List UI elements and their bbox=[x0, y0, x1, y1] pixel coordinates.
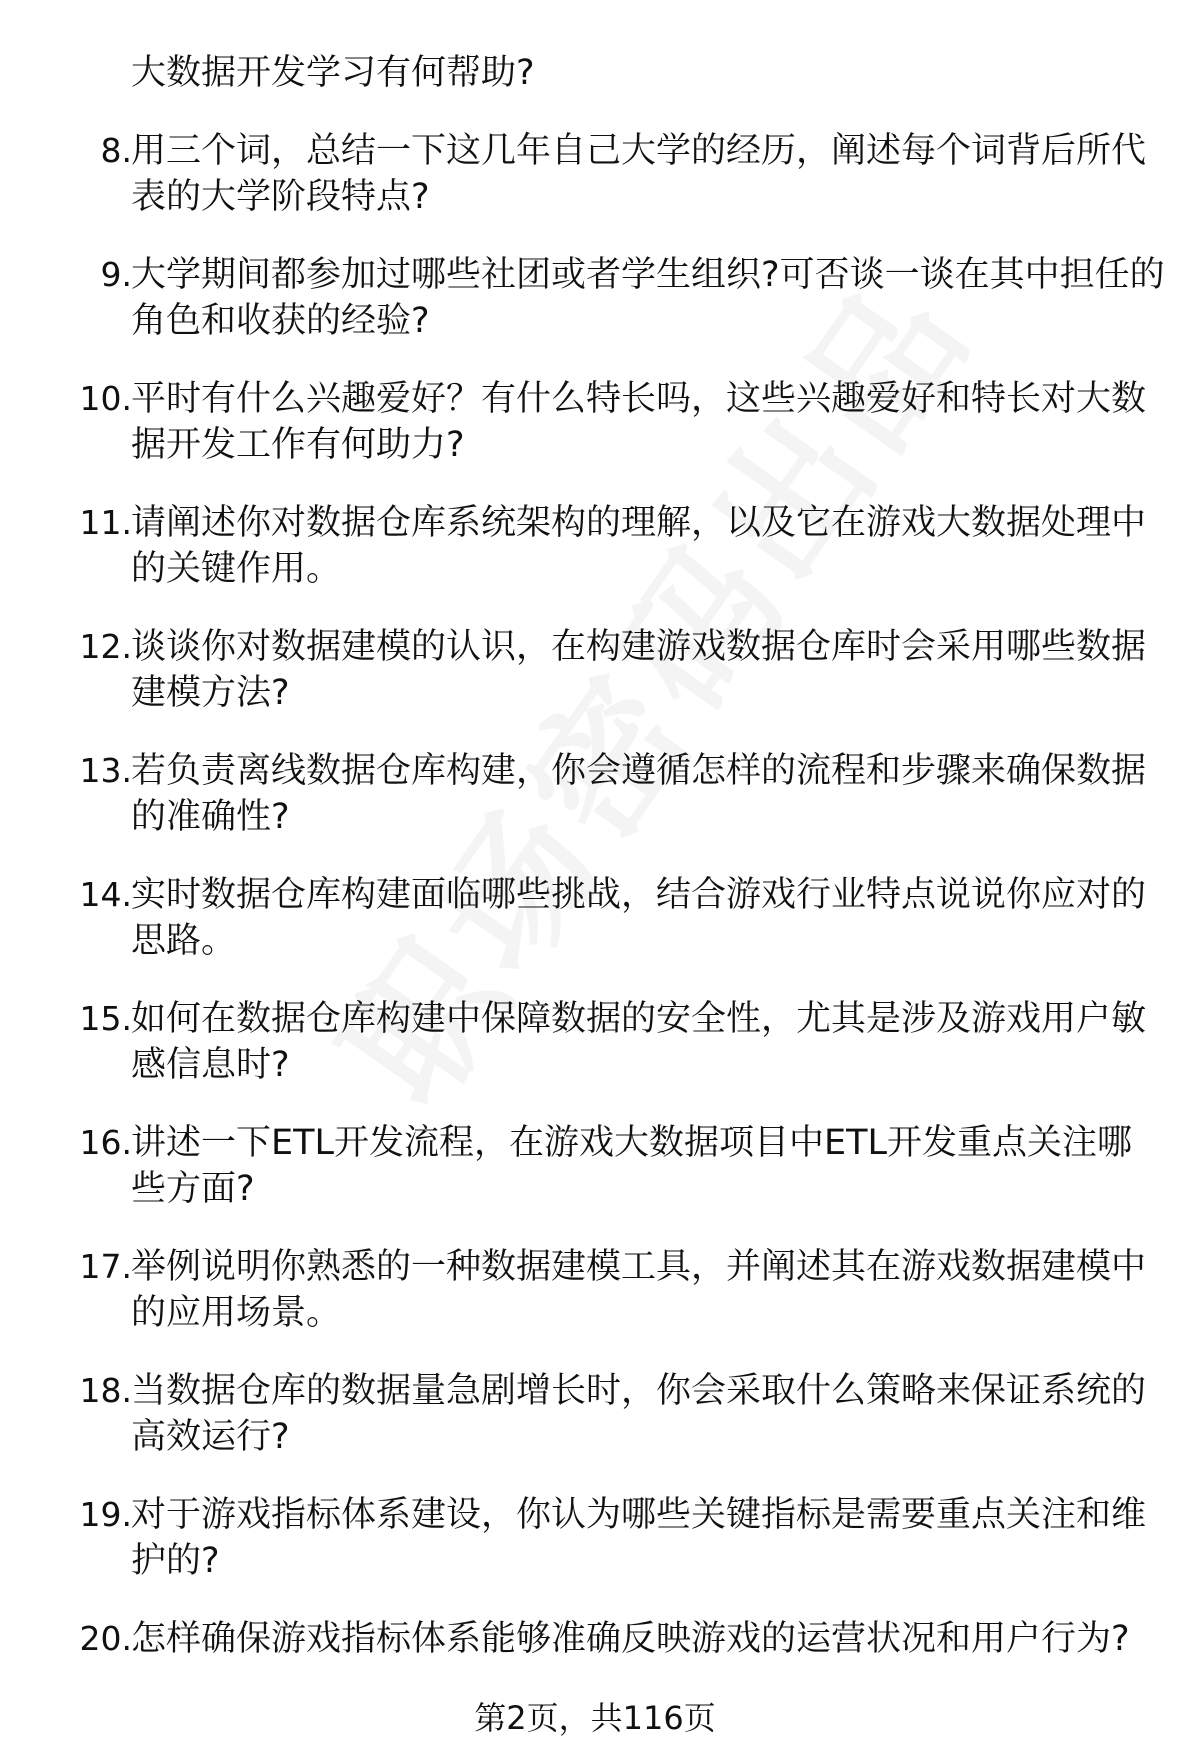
question-text: 若负责离线数据仓库构建，你会遵循怎样的流程和步骤来确保数据的准确性? bbox=[131, 751, 1147, 837]
question-text: 讲述一下ETL开发流程，在游戏大数据项目中ETL开发重点关注哪些方面? bbox=[131, 1123, 1132, 1209]
question-text: 用三个词，总结一下这几年自己大学的经历，阐述每个词背后所代表的大学阶段特点? bbox=[131, 131, 1147, 217]
question-text: 怎样确保游戏指标体系能够准确反映游戏的运营状况和用户行为? bbox=[131, 1619, 1130, 1659]
list-item bbox=[0, 1120, 1190, 1244]
question-text: 举例说明你熟悉的一种数据建模工具，并阐述其在游戏数据建模中的应用场景。 bbox=[131, 1247, 1147, 1333]
list-item bbox=[0, 872, 1190, 996]
question-number: 13. bbox=[79, 751, 132, 790]
question-text: 平时有什么兴趣爱好？有什么特长吗，这些兴趣爱好和特长对大数据开发工作有何助力? bbox=[131, 379, 1147, 465]
question-number: 18. bbox=[79, 1371, 132, 1410]
question-text: 请阐述你对数据仓库系统架构的理解，以及它在游戏大数据处理中的关键作用。 bbox=[131, 503, 1147, 589]
question-number: 17. bbox=[79, 1247, 132, 1286]
question-text: 实时数据仓库构建面临哪些挑战，结合游戏行业特点说说你应对的思路。 bbox=[131, 875, 1147, 961]
question-text: 如何在数据仓库构建中保障数据的安全性，尤其是涉及游戏用户敏感信息时? bbox=[131, 999, 1147, 1085]
list-item bbox=[0, 624, 1190, 748]
question-number: 14. bbox=[79, 875, 132, 914]
carryover-text: 大数据开发学习有何帮助? bbox=[131, 53, 535, 93]
question-number: 20. bbox=[79, 1619, 132, 1658]
question-number: 11. bbox=[79, 503, 132, 542]
list-item bbox=[0, 996, 1190, 1120]
list-item bbox=[0, 252, 1190, 376]
list-item bbox=[0, 1244, 1190, 1368]
question-number: 19. bbox=[79, 1495, 132, 1534]
question-text: 对于游戏指标体系建设，你认为哪些关键指标是需要重点关注和维护的? bbox=[131, 1495, 1147, 1581]
question-number: 10. bbox=[79, 379, 132, 418]
question-number: 8. bbox=[100, 131, 132, 170]
page-footer: 第2页，共116页 bbox=[474, 1699, 716, 1737]
list-item bbox=[0, 376, 1190, 500]
list-item bbox=[0, 500, 1190, 624]
question-number: 9. bbox=[100, 255, 132, 294]
question-text: 当数据仓库的数据量急剧增长时，你会采取什么策略来保证系统的高效运行? bbox=[131, 1371, 1147, 1457]
question-text: 谈谈你对数据建模的认识，在构建游戏数据仓库时会采用哪些数据建模方法? bbox=[131, 627, 1147, 713]
list-item bbox=[0, 1492, 1190, 1616]
question-number: 16. bbox=[79, 1123, 132, 1162]
list-item bbox=[0, 128, 1190, 252]
question-number: 12. bbox=[79, 627, 132, 666]
question-text: 大学期间都参加过哪些社团或者学生组织?可否谈一谈在其中担任的角色和收获的经验? bbox=[131, 255, 1165, 341]
question-number: 15. bbox=[79, 999, 132, 1038]
list-item bbox=[0, 748, 1190, 872]
question-list bbox=[0, 128, 1190, 1740]
list-item bbox=[0, 1368, 1190, 1492]
